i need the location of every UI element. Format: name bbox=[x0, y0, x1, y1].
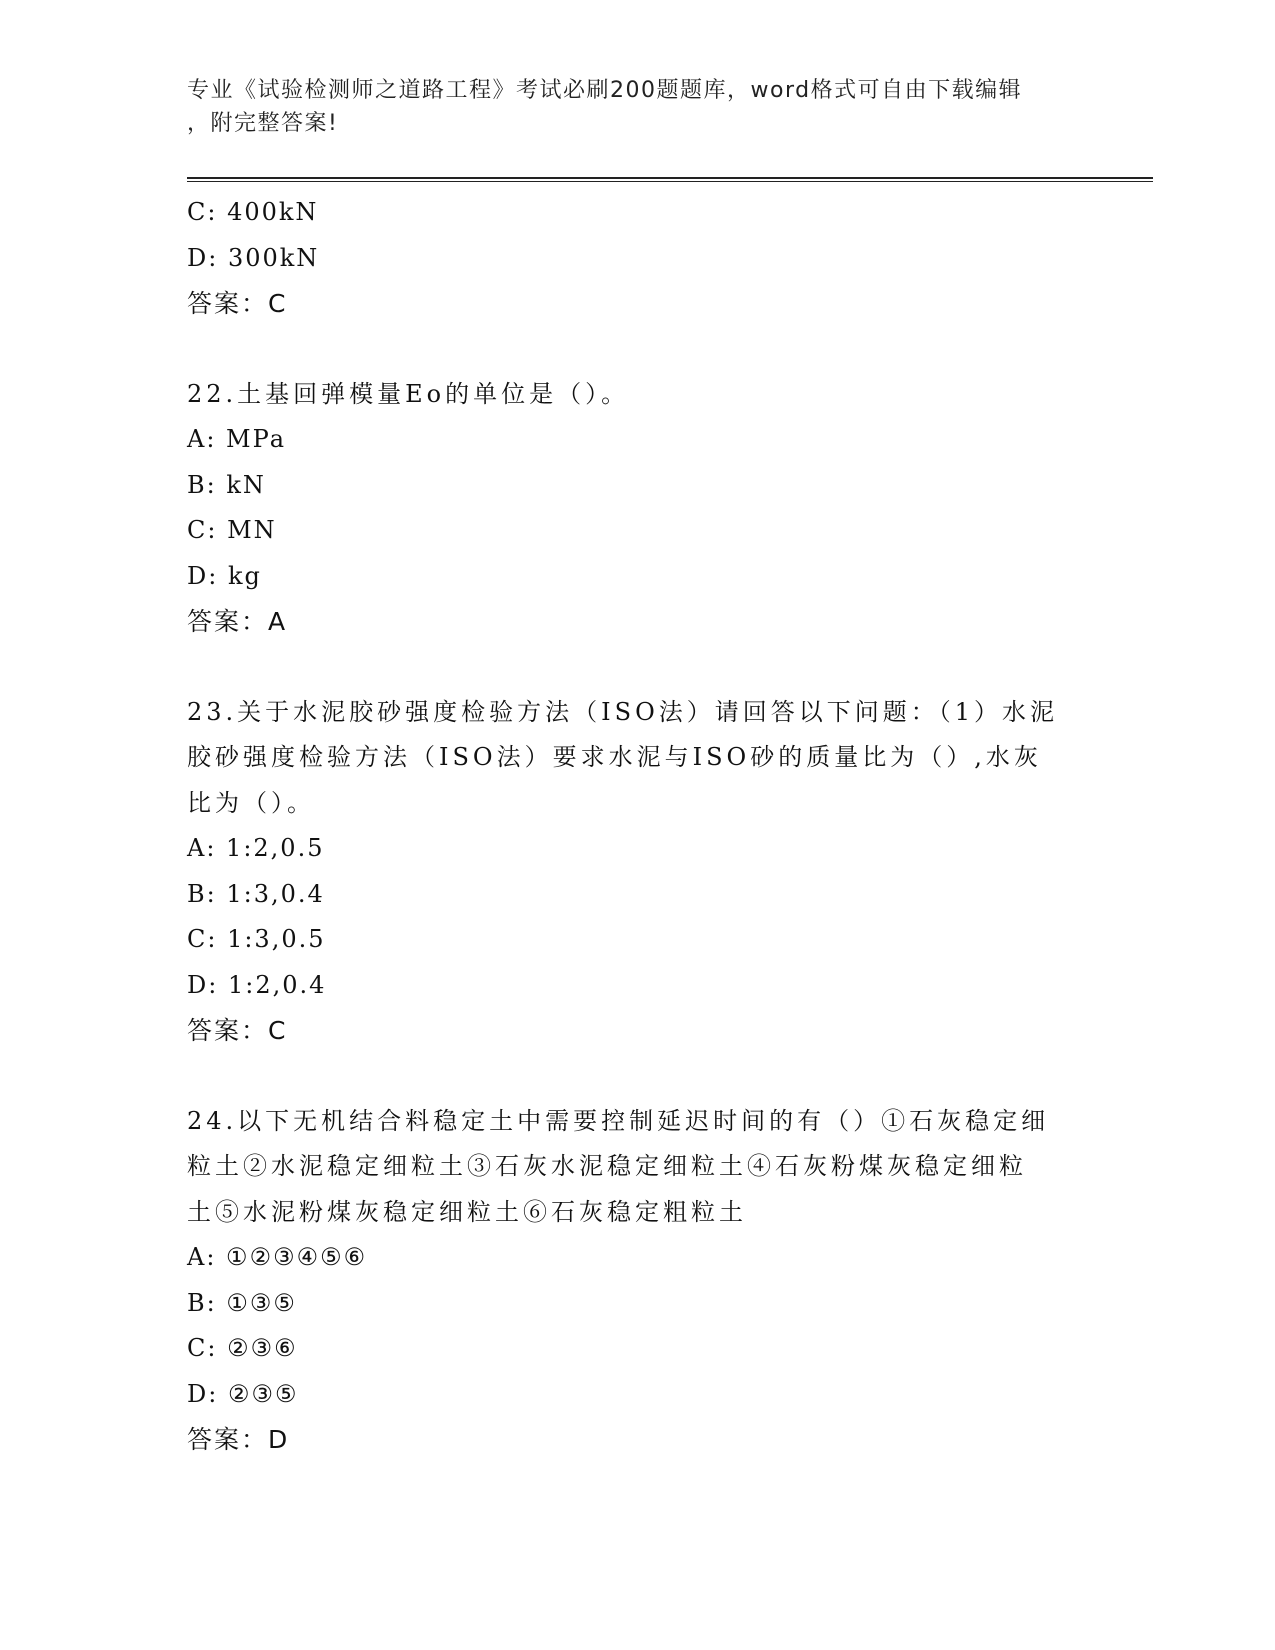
option-d: D: kg bbox=[187, 561, 262, 590]
question-stem-line3: 土⑤水泥粉煤灰稳定细粒土⑥石灰稳定粗粒土 bbox=[187, 1197, 747, 1226]
question-list bbox=[187, 190, 1087, 1463]
option-a: A: 1:2,0.5 bbox=[187, 834, 325, 862]
option-b: B: 1:3,0.4 bbox=[187, 879, 325, 908]
option-c: C: ②③⑥ bbox=[187, 1334, 298, 1362]
option-d: D: 300kN bbox=[187, 243, 320, 272]
question-stem-line2: 胶砂强度检验方法（ISO法）要求水泥与ISO砂的质量比为（）,水灰 bbox=[187, 743, 1042, 771]
question-stem-line3: 比为（）。 bbox=[187, 788, 315, 817]
question-stem-line2: 粒土②水泥稳定细粒土③石灰水泥稳定细粒土④石灰粉煤灰稳定细粒 bbox=[187, 1152, 1027, 1180]
question-23 bbox=[187, 690, 1087, 1054]
option-b: B: kN bbox=[187, 470, 266, 499]
question-stem-line1: 24.以下无机结合料稳定土中需要控制延迟时间的有（）①石灰稳定细 bbox=[187, 1106, 1050, 1135]
option-b: B: ①③⑤ bbox=[187, 1288, 297, 1317]
question-21 bbox=[187, 190, 1087, 327]
header-title-line2: ，附完整答案! bbox=[187, 111, 339, 136]
option-d: D: 1:2,0.4 bbox=[187, 970, 327, 999]
answer-label: 答案：D bbox=[187, 1425, 290, 1454]
answer-label: 答案：A bbox=[187, 607, 288, 636]
option-c: C: 1:3,0.5 bbox=[187, 925, 326, 953]
header-divider bbox=[187, 177, 1153, 182]
option-c: C: MN bbox=[187, 516, 277, 544]
option-c: C: 400kN bbox=[187, 198, 319, 226]
document-header bbox=[187, 74, 1067, 140]
answer-label: 答案：C bbox=[187, 289, 288, 318]
option-a: A: MPa bbox=[187, 425, 286, 453]
question-24 bbox=[187, 1099, 1087, 1463]
option-a: A: ①②③④⑤⑥ bbox=[187, 1243, 368, 1271]
question-stem: 22.土基回弹模量Eo的单位是（）。 bbox=[187, 379, 630, 408]
header-title-line1: 专业《试验检测师之道路工程》考试必刷200题题库，word格式可自由下载编辑 bbox=[187, 78, 1023, 103]
question-22 bbox=[187, 372, 1087, 645]
question-stem-line1: 23.关于水泥胶砂强度检验方法（ISO法）请回答以下问题：（1）水泥 bbox=[187, 697, 1059, 726]
answer-label: 答案：C bbox=[187, 1016, 288, 1045]
option-d: D: ②③⑤ bbox=[187, 1379, 299, 1408]
